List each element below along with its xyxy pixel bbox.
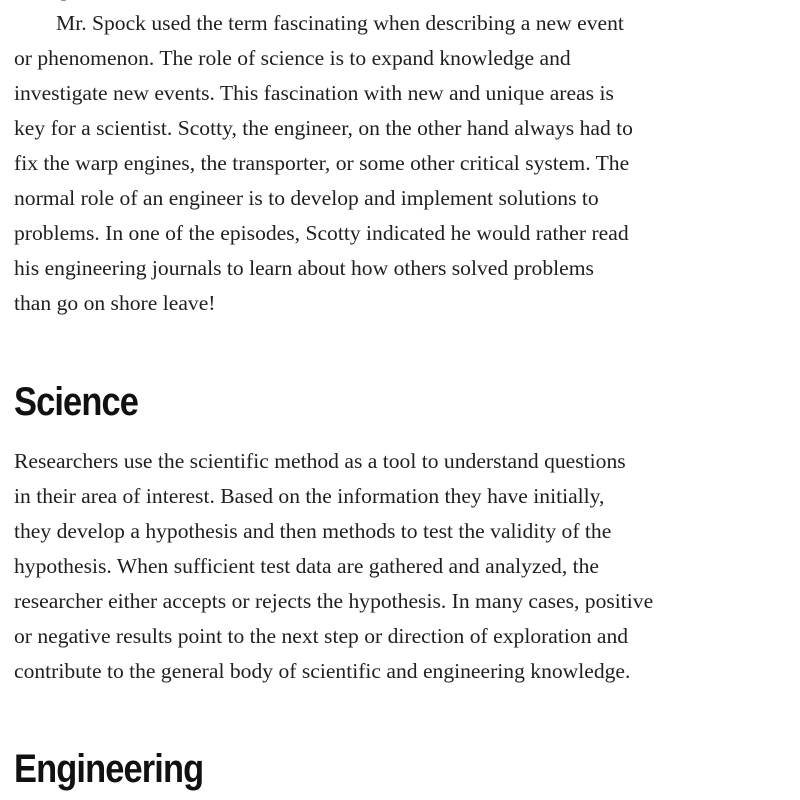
paragraph-line: problems. In one of the episodes, Scotty indicated he would rather read [14, 221, 629, 245]
science-heading: Science [14, 380, 139, 424]
paragraph-line: they develop a hypothesis and then methods to test the validity of the [14, 519, 612, 543]
paragraph-line: key for a scientist. Scotty, the engineer, on the other hand always had to [14, 116, 633, 140]
paragraph-line: or phenomenon. The role of science is to expand knowledge and [14, 46, 571, 70]
paragraph-line: contribute to the general body of scientific and engineering knowledge. [14, 659, 631, 683]
science-paragraph [14, 444, 786, 689]
engineering-heading: Engineering [14, 747, 204, 791]
intro-paragraph [14, 6, 786, 321]
paragraph-line: researcher either accepts or rejects the hypothesis. In many cases, positive [14, 589, 654, 613]
paragraph-line: fix the warp engines, the transporter, or some other critical system. The [14, 151, 630, 175]
paragraph-line: Researchers use the scientific method as a tool to understand questions [14, 449, 626, 473]
paragraph-line: in their area of interest. Based on the information they have initially, [14, 484, 605, 508]
paragraph-line: hypothesis. When sufficient test data are gathered and analyzed, the [14, 554, 600, 578]
paragraph-line: his engineering journals to learn about how others solved problems [14, 256, 594, 280]
paragraph-line: Mr. Spock used the term fascinating when describing a new event [56, 11, 624, 35]
paragraph-line: normal role of an engineer is to develop and implement solutions to [14, 186, 599, 210]
paragraph-line: or negative results point to the next step or direction of exploration and [14, 624, 629, 648]
paragraph-line: investigate new events. This fascination with new and unique areas is [14, 81, 614, 105]
paragraph-line: than go on shore leave! [14, 291, 216, 315]
